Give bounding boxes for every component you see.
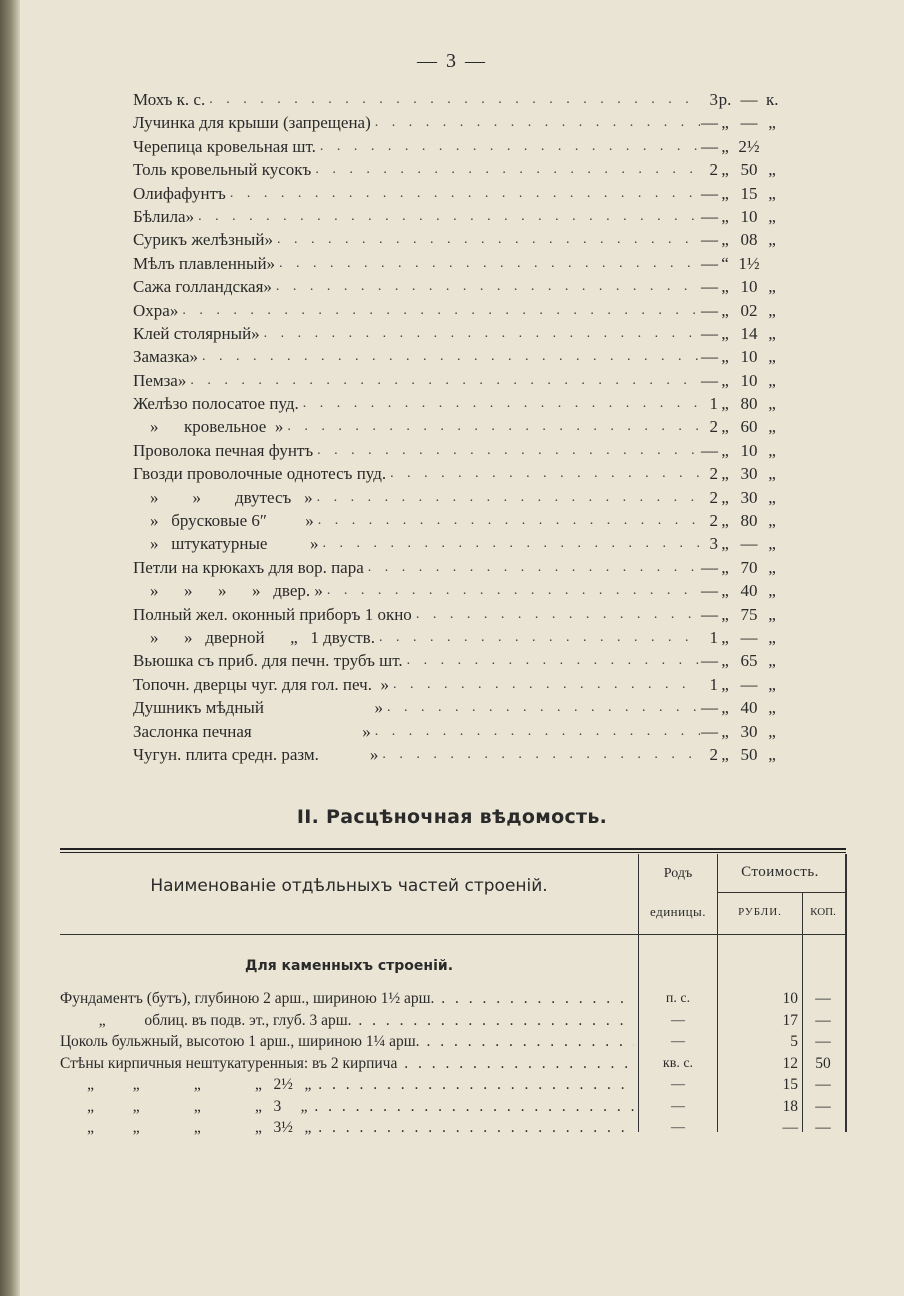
price-separator: „ xyxy=(768,534,776,554)
leader-dots xyxy=(205,88,700,111)
leader-dots xyxy=(272,275,700,298)
price-list-row xyxy=(133,205,778,228)
price-kopecks: 08 xyxy=(740,230,758,250)
price-item-name: Охра xyxy=(133,300,170,320)
leader-dots xyxy=(375,626,700,649)
leader-dots xyxy=(378,743,700,766)
price-separator: „ xyxy=(768,394,776,414)
row-rubles: 10 xyxy=(782,990,798,1007)
leader-dots xyxy=(273,228,700,251)
price-list-row xyxy=(133,345,778,368)
price-kopecks: 15 xyxy=(740,183,758,203)
row-name: „ облиц. въ подв. эт., глуб. 3 арш. . . . xyxy=(60,1010,634,1031)
price-separator xyxy=(766,135,778,158)
price-separator: „ xyxy=(721,581,729,601)
price-kopecks: — xyxy=(740,627,758,647)
price-list xyxy=(133,88,778,766)
price-kopecks: 02 xyxy=(740,300,758,320)
price-separator: „ xyxy=(721,440,729,460)
cost-header-rule xyxy=(718,892,845,893)
price-list-row xyxy=(133,228,778,251)
price-rubles: — xyxy=(701,347,718,367)
leader-dots xyxy=(389,673,700,696)
leader-dots xyxy=(403,649,700,672)
price-separator: „ xyxy=(768,464,776,484)
price-rubles: 3 xyxy=(709,90,718,109)
price-item-unit: » xyxy=(185,206,195,226)
leader-dots xyxy=(318,532,700,555)
price-item-name: Топочн. дверцы чуг. для гол. печ. xyxy=(133,674,372,694)
price-separator: „ xyxy=(768,113,776,133)
price-kopecks: 40 xyxy=(740,581,758,601)
price-item-unit: » xyxy=(263,698,383,718)
price-item-name: Замазка xyxy=(133,347,190,367)
price-separator: „ xyxy=(768,487,776,507)
price-rubles: — xyxy=(701,698,718,718)
leader-dots xyxy=(194,205,700,228)
price-separator: „ xyxy=(721,183,729,203)
price-item-name: Черепица кровельная шт. xyxy=(133,136,316,156)
row-rubles: 5 xyxy=(790,1033,798,1050)
price-separator: „ xyxy=(721,370,729,390)
leader-dots xyxy=(313,486,700,509)
price-item-name: Мѣлъ плавленный xyxy=(133,253,267,273)
price-separator: „ xyxy=(721,323,729,343)
price-separator: к. xyxy=(766,90,779,109)
price-item-unit: » xyxy=(169,300,179,320)
price-separator: „ xyxy=(768,627,776,647)
price-kopecks: 10 xyxy=(740,277,758,297)
section-title: II. Расцѣночная вѣдомость. xyxy=(296,806,608,828)
row-name: Цоколь бульжный, высотою 1 арш., шириною 1¼ арш. . . . xyxy=(60,1031,634,1052)
price-separator: „ xyxy=(721,206,729,226)
price-separator: „ xyxy=(721,627,729,647)
price-list-row xyxy=(133,696,778,719)
price-rubles: — xyxy=(701,323,718,343)
price-item-unit: » xyxy=(264,230,273,250)
leader-dots xyxy=(323,579,700,602)
header-cost: Стоимость. xyxy=(741,864,819,880)
row-unit: — xyxy=(671,1034,685,1049)
price-kopecks: — xyxy=(740,113,758,133)
header-unit: Родъ xyxy=(663,866,693,881)
price-separator: „ xyxy=(721,698,729,718)
price-separator: „ xyxy=(768,698,776,718)
leader-dots xyxy=(364,556,700,579)
price-list-row xyxy=(133,369,778,392)
row-kopecks: — xyxy=(815,1011,831,1029)
leader-dots xyxy=(178,299,700,322)
price-separator: „ xyxy=(721,604,729,624)
price-list-row xyxy=(133,673,778,696)
price-separator: „ xyxy=(768,183,776,203)
leader-dots xyxy=(260,322,700,345)
price-kopecks: 10 xyxy=(740,370,758,390)
price-list-row xyxy=(133,532,778,555)
price-list-row xyxy=(133,158,778,181)
price-separator: „ xyxy=(768,347,776,367)
price-separator: „ xyxy=(721,557,729,577)
price-separator: р. xyxy=(718,90,732,109)
price-separator: „ xyxy=(768,206,776,226)
price-item-name: » » дверной „ 1 двуств. xyxy=(133,627,375,647)
price-kopecks: 80 xyxy=(740,394,758,414)
row-kopecks: — xyxy=(815,1033,831,1050)
price-item-name: Чугун. плита средн. разм. xyxy=(133,744,319,764)
leader-dots xyxy=(275,252,700,275)
price-list-row xyxy=(133,720,778,743)
price-kopecks: 10 xyxy=(740,206,758,226)
table-row xyxy=(60,1053,846,1074)
row-unit: п. с. xyxy=(665,991,691,1006)
price-item-unit: » xyxy=(189,347,199,367)
row-rubles: 15 xyxy=(782,1076,798,1093)
price-list-row xyxy=(133,556,778,579)
price-list-row xyxy=(133,486,778,509)
row-name: „ „ „ „ 3½ „ . . . xyxy=(60,1117,634,1138)
price-item-name: » » » » двер. » xyxy=(133,581,323,601)
price-list-row xyxy=(133,111,778,134)
price-rubles: 2 xyxy=(709,511,718,531)
price-kopecks: 65 xyxy=(740,651,758,671)
price-kopecks: 14 xyxy=(740,323,758,343)
row-unit: — xyxy=(671,1098,685,1114)
price-separator: „ xyxy=(768,557,776,577)
header-bottom-rule xyxy=(60,934,846,935)
price-list-row xyxy=(133,392,778,415)
row-kopecks: — xyxy=(815,1076,831,1093)
table-row xyxy=(60,1117,846,1138)
price-rubles: — xyxy=(701,604,718,624)
price-separator: „ xyxy=(768,230,776,250)
price-item-name: Мохъ к. с. xyxy=(133,90,206,109)
price-item-name: Гвозди проволочные однотесъ пуд. xyxy=(133,464,387,484)
price-rubles: — xyxy=(701,253,718,273)
price-list-row xyxy=(133,579,778,602)
price-item-name: Пемза xyxy=(133,370,178,390)
price-separator: „ xyxy=(768,440,776,460)
price-separator: „ xyxy=(768,744,776,764)
price-separator: „ xyxy=(721,721,729,741)
price-rubles: — xyxy=(701,557,718,577)
table-row xyxy=(60,1010,846,1031)
price-separator: „ xyxy=(721,113,729,133)
price-rubles: 2 xyxy=(709,487,718,507)
price-separator: „ xyxy=(721,487,729,507)
price-rubles: — xyxy=(701,440,718,460)
leader-dots xyxy=(283,415,700,438)
row-name: Стѣны кирпичныя нештукатуренныя: въ 2 кирпича . . . xyxy=(60,1053,634,1074)
price-item-name: Петли на крюкахъ для вор. пара xyxy=(133,557,364,577)
price-rubles: — xyxy=(701,206,718,226)
row-rubles: — xyxy=(782,1119,798,1136)
leader-dots xyxy=(198,345,700,368)
price-rubles: — xyxy=(701,183,718,203)
leader-dots xyxy=(313,439,700,462)
row-unit: — xyxy=(671,1012,685,1028)
row-unit: — xyxy=(671,1077,685,1092)
price-kopecks: 80 xyxy=(740,511,758,531)
price-separator: „ xyxy=(721,160,729,180)
price-separator xyxy=(766,252,778,275)
price-rubles: 1 xyxy=(709,674,718,694)
price-rubles: — xyxy=(701,300,718,320)
price-rubles: 1 xyxy=(709,394,718,414)
leader-dots xyxy=(314,509,700,532)
price-separator: „ xyxy=(768,581,776,601)
price-item-name: Полный жел. оконный приборъ 1 окно xyxy=(133,604,412,624)
price-list-row xyxy=(133,322,778,345)
price-kopecks: 10 xyxy=(740,347,758,367)
price-kopecks: 70 xyxy=(740,557,758,577)
price-separator: „ xyxy=(721,744,729,764)
price-list-row xyxy=(133,299,778,322)
price-separator: „ xyxy=(721,464,729,484)
price-separator: „ xyxy=(721,674,729,694)
price-list-row xyxy=(133,649,778,672)
leader-dots xyxy=(386,462,700,485)
price-item-name: Проволока печная фунтъ xyxy=(133,440,314,460)
price-rubles: 2 xyxy=(709,744,718,764)
price-item-name: Сурикъ желѣзный xyxy=(133,230,265,250)
price-separator: „ xyxy=(768,511,776,531)
price-item-name: Желѣзо полосатое пуд. xyxy=(133,394,299,414)
leader-dots xyxy=(383,696,700,719)
price-rubles: 1 xyxy=(709,627,718,647)
price-item-unit: » xyxy=(266,511,314,531)
row-rubles: 18 xyxy=(782,1097,798,1115)
price-item-name: » штукатурные xyxy=(133,534,268,554)
price-item-name: » брусковые 6″ xyxy=(133,511,267,531)
price-item-unit: фунтъ xyxy=(181,183,226,203)
leader-dots xyxy=(412,603,700,626)
price-rubles: — xyxy=(701,581,718,601)
row-kopecks: — xyxy=(815,1119,831,1136)
row-rubles: 17 xyxy=(782,1011,798,1029)
price-kopecks: 75 xyxy=(740,604,758,624)
price-item-name: Вьюшка съ приб. для печн. трубъ шт. xyxy=(133,651,403,671)
price-rubles: — xyxy=(701,136,718,156)
price-list-row xyxy=(133,603,778,626)
price-kopecks: — xyxy=(740,90,758,109)
price-separator: „ xyxy=(768,323,776,343)
price-kopecks: 50 xyxy=(740,744,758,764)
price-list-row xyxy=(133,415,778,438)
row-name: „ „ „ „ 3 „ . . . xyxy=(60,1096,634,1117)
price-list-row xyxy=(133,439,778,462)
price-item-unit: » xyxy=(267,534,319,554)
price-list-row xyxy=(133,252,778,275)
price-separator: „ xyxy=(721,300,729,320)
leader-dots xyxy=(299,392,700,415)
price-list-row xyxy=(133,626,778,649)
price-separator: „ xyxy=(721,651,729,671)
price-list-row xyxy=(133,88,778,111)
page-number: — 3 — xyxy=(417,50,487,72)
price-separator: „ xyxy=(768,277,776,297)
price-separator: „ xyxy=(768,370,776,390)
price-rubles: 2 xyxy=(709,417,718,437)
price-item-name: Толь кровельный кусокъ xyxy=(133,160,312,180)
price-item-name: Олифа xyxy=(133,183,182,203)
price-kopecks: 30 xyxy=(740,464,758,484)
price-rubles: — xyxy=(701,277,718,297)
price-separator: „ xyxy=(721,347,729,367)
row-kopecks: — xyxy=(815,990,831,1007)
table-subheading: Для каменныхъ строеній. xyxy=(244,958,454,974)
price-separator: „ xyxy=(768,417,776,437)
leader-dots xyxy=(226,182,700,205)
header-name: Наименованіе отдѣльныхъ частей строеній. xyxy=(150,876,548,896)
price-list-row xyxy=(133,135,778,158)
price-item-name: » кровельное » xyxy=(133,417,284,437)
price-rubles: — xyxy=(701,113,718,133)
page-edge-shadow xyxy=(0,0,20,1296)
price-rubles: 2 xyxy=(709,160,718,180)
table-top-rule xyxy=(60,848,846,850)
price-item-name: » » двутесъ » xyxy=(133,487,313,507)
row-name: „ „ „ „ 2½ „ . . . xyxy=(60,1074,634,1095)
price-separator: „ xyxy=(721,230,729,250)
price-item-name: Заслонка печная xyxy=(133,721,252,741)
price-item-unit: » xyxy=(263,277,272,297)
price-kopecks: 1½ xyxy=(738,253,760,273)
price-kopecks: 50 xyxy=(740,160,758,180)
row-kopecks: — xyxy=(815,1097,831,1115)
price-rubles: — xyxy=(701,230,718,250)
table-row xyxy=(60,1031,846,1052)
price-separator: „ xyxy=(768,651,776,671)
price-item-name: Бѣлила xyxy=(133,206,186,226)
leader-dots xyxy=(371,720,700,743)
price-separator: „ xyxy=(721,277,729,297)
price-item-name: Душникъ мѣдный xyxy=(133,698,264,718)
price-item-unit: » xyxy=(266,253,276,273)
row-unit: кв. с. xyxy=(662,1055,694,1071)
price-kopecks: — xyxy=(740,674,758,694)
price-item-name: Сажа голландская xyxy=(133,277,264,297)
price-rubles: — xyxy=(701,651,718,671)
price-separator: „ xyxy=(721,394,729,414)
price-separator: „ xyxy=(721,136,729,156)
header-kop: КОП. xyxy=(810,906,836,918)
price-separator: „ xyxy=(768,604,776,624)
price-kopecks: 30 xyxy=(740,721,758,741)
price-separator: „ xyxy=(768,160,776,180)
leader-dots xyxy=(316,135,700,158)
price-separator: „ xyxy=(768,721,776,741)
price-kopecks: 10 xyxy=(740,440,758,460)
estimate-table xyxy=(60,848,846,1136)
price-item-unit: » xyxy=(318,744,379,764)
row-rubles: 12 xyxy=(782,1054,798,1072)
price-kopecks: — xyxy=(740,534,758,554)
price-kopecks: 2½ xyxy=(738,136,760,156)
price-separator: „ xyxy=(721,534,729,554)
price-kopecks: 30 xyxy=(740,487,758,507)
leader-dots xyxy=(311,158,700,181)
price-separator: „ xyxy=(721,417,729,437)
price-rubles: 3 xyxy=(709,534,718,554)
row-name: Фундаментъ (бутъ), глубиною 2 арш., шириною 1½ арш. . . . xyxy=(60,988,634,1009)
price-rubles: — xyxy=(701,370,718,390)
price-list-row xyxy=(133,275,778,298)
price-item-name: Клей столярный xyxy=(133,323,252,343)
price-item-unit: » xyxy=(177,370,187,390)
price-list-row xyxy=(133,182,778,205)
price-rubles: 2 xyxy=(709,464,718,484)
price-item-unit: » xyxy=(251,721,371,741)
price-list-row xyxy=(133,509,778,532)
table-row xyxy=(60,1074,846,1095)
price-list-row xyxy=(133,743,778,766)
price-item-unit: » xyxy=(251,323,260,343)
table-row xyxy=(60,1096,846,1117)
price-separator: “ xyxy=(721,253,729,273)
leader-dots xyxy=(371,111,700,134)
row-kopecks: 50 xyxy=(815,1054,831,1072)
price-separator: „ xyxy=(768,300,776,320)
price-kopecks: 60 xyxy=(740,417,758,437)
row-unit: — xyxy=(671,1120,685,1135)
price-separator: „ xyxy=(768,674,776,694)
price-list-row xyxy=(133,462,778,485)
table-top-rule-thin xyxy=(60,852,846,853)
header-unit-line2: единицы. xyxy=(649,904,707,919)
price-item-name: Лучинка для крыши (запрещена) xyxy=(133,113,371,133)
table-row xyxy=(60,988,846,1009)
header-rub: РУБЛИ. xyxy=(738,906,782,918)
price-rubles: — xyxy=(701,721,718,741)
leader-dots xyxy=(186,369,700,392)
price-kopecks: 40 xyxy=(740,698,758,718)
price-separator: „ xyxy=(721,511,729,531)
price-item-unit: » xyxy=(371,674,389,694)
